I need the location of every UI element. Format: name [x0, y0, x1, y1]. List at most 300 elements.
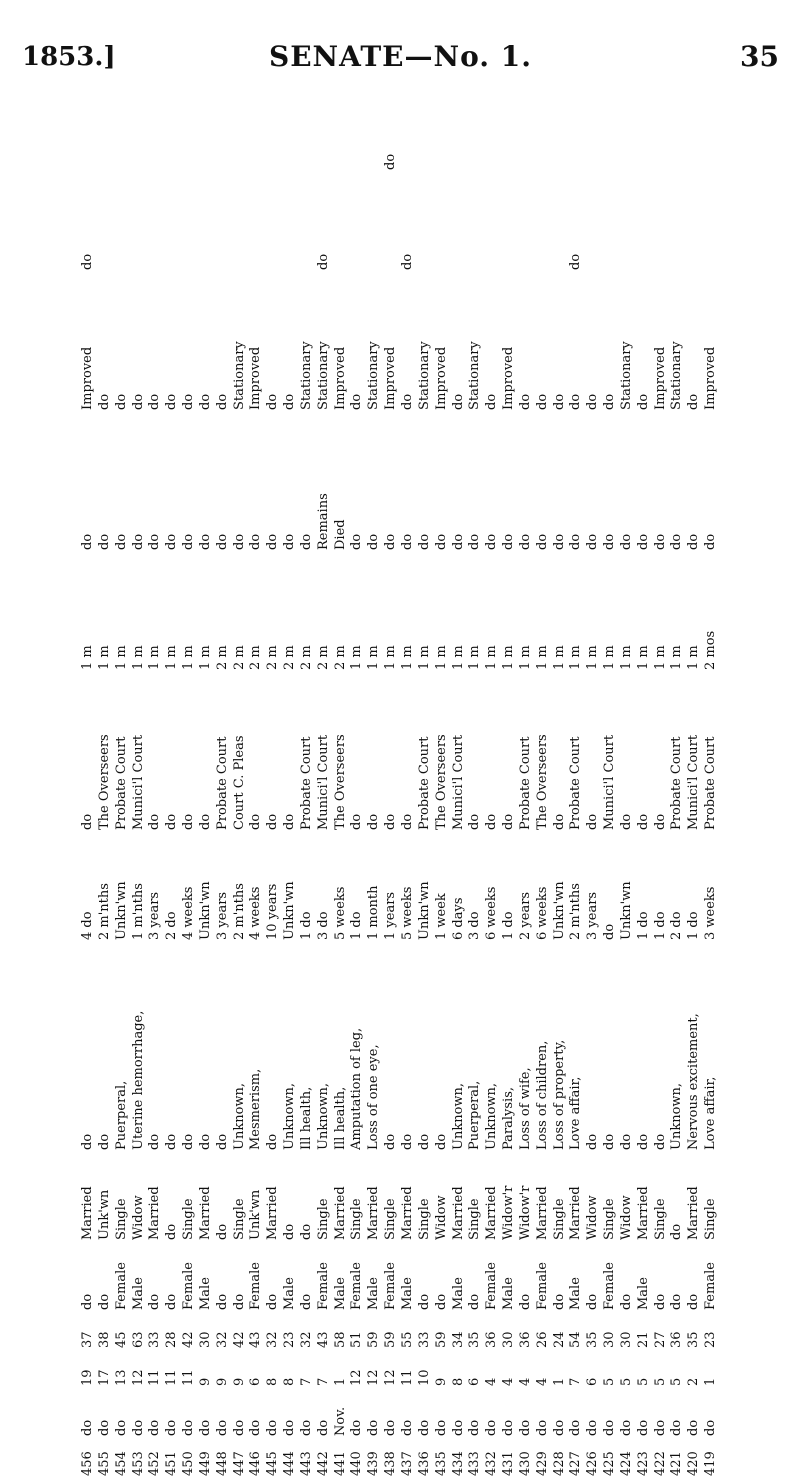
- cell-date: do: [484, 1419, 500, 1436]
- cell-date: do: [248, 1419, 264, 1436]
- cell-from: Probate Court: [298, 736, 314, 830]
- cell-cond: Improved: [501, 346, 517, 410]
- cell-res: do: [484, 533, 500, 550]
- cell-b: 23: [703, 1331, 719, 1348]
- cell-dur: 2 m'nths: [568, 883, 584, 940]
- cell-dur: 4 weeks: [181, 886, 197, 940]
- cell-cause: Unknown,: [282, 1082, 298, 1150]
- cell-civil: Married: [265, 1186, 281, 1240]
- cell-dur: 6 weeks: [534, 886, 550, 940]
- cell-civil: Single: [383, 1198, 399, 1240]
- cell-time: 1 m: [602, 645, 618, 670]
- cell-cond: do: [551, 393, 567, 410]
- cell-cond: do: [130, 393, 146, 410]
- cell-cond: do: [450, 393, 466, 410]
- cell-a: 1: [332, 1377, 348, 1386]
- cell-cause: Unknown,: [484, 1082, 500, 1150]
- cell-her: do: [80, 253, 95, 270]
- cell-date: do: [686, 1419, 702, 1436]
- cell-a: 2: [686, 1377, 702, 1386]
- cell-from: do: [400, 813, 415, 830]
- table-row: [619, 98, 635, 1476]
- cell-b: 59: [366, 1331, 382, 1348]
- cell-res: do: [164, 533, 180, 550]
- cell-a: 19: [80, 1369, 95, 1386]
- cell-from: do: [484, 813, 500, 830]
- cell-cause: Love affair,: [703, 1076, 719, 1150]
- cell-a: 12: [383, 1369, 399, 1386]
- cell-date: do: [80, 1419, 95, 1436]
- cell-b: 30: [618, 1331, 634, 1348]
- cell-dur: 1 do: [635, 911, 651, 940]
- cell-idx: 432: [484, 1451, 500, 1476]
- cell-from: do: [282, 813, 298, 830]
- cell-a: 9: [433, 1377, 449, 1386]
- cell-time: 1 m: [400, 645, 415, 670]
- cell-a: 9: [197, 1377, 213, 1386]
- cell-dur: 2 years: [517, 891, 533, 940]
- cell-res: do: [181, 533, 197, 550]
- cell-dur: 1 years: [383, 891, 399, 940]
- cell-idx: 449: [197, 1451, 213, 1476]
- cell-dur: 3 do: [315, 911, 331, 940]
- cell-civil: Married: [450, 1186, 466, 1240]
- cell-from: do: [197, 813, 213, 830]
- cell-res: Died: [332, 519, 348, 550]
- cell-idx: 452: [147, 1451, 163, 1476]
- cell-idx: 422: [652, 1451, 668, 1476]
- cell-her: do: [568, 253, 584, 270]
- cell-b: 43: [248, 1331, 264, 1348]
- cell-res: do: [467, 533, 483, 550]
- table-row: [164, 98, 180, 1476]
- cell-date: do: [96, 1419, 112, 1436]
- cell-sex: do: [96, 1293, 112, 1310]
- cell-res: do: [450, 533, 466, 550]
- cell-cond: do: [265, 393, 281, 410]
- table-row: [333, 98, 349, 1476]
- cell-idx: 423: [635, 1451, 651, 1476]
- cell-b: 23: [282, 1331, 298, 1348]
- cell-res: do: [282, 533, 298, 550]
- cell-idx: 441: [332, 1451, 348, 1476]
- cell-b: 24: [551, 1331, 567, 1348]
- table-row: [636, 98, 652, 1476]
- cell-date: do: [534, 1419, 550, 1436]
- table-row: [198, 98, 214, 1476]
- cell-b: 51: [349, 1331, 365, 1348]
- cell-idx: 446: [248, 1451, 264, 1476]
- cell-sex: Female: [113, 1262, 129, 1310]
- cell-cond: Stationary: [618, 341, 634, 410]
- cell-b: 36: [517, 1331, 533, 1348]
- cell-civil: Widow: [618, 1195, 634, 1240]
- table-row: [282, 98, 298, 1476]
- table-row: [265, 98, 281, 1476]
- cell-from: do: [366, 813, 382, 830]
- cell-sex: Male: [501, 1277, 517, 1310]
- cell-idx: 434: [450, 1451, 466, 1476]
- cell-b: 55: [400, 1331, 415, 1348]
- cell-a: 5: [652, 1377, 668, 1386]
- cell-cause: do: [652, 1133, 668, 1150]
- cell-a: 13: [113, 1369, 129, 1386]
- cell-sex: Male: [282, 1277, 298, 1310]
- cell-civil: Unk'wn: [96, 1189, 112, 1240]
- cell-from: do: [652, 813, 668, 830]
- cell-res: do: [113, 533, 129, 550]
- table-row: [686, 98, 702, 1476]
- table-row: [316, 98, 332, 1476]
- table-row: [80, 98, 96, 1476]
- cell-cause: do: [147, 1133, 163, 1150]
- cell-sex: Male: [197, 1277, 213, 1310]
- cell-sex: Male: [400, 1277, 415, 1310]
- cell-cond: do: [517, 393, 533, 410]
- cell-dur: Unkn'wn: [416, 881, 432, 940]
- cell-dur: 4 weeks: [248, 886, 264, 940]
- cell-from: do: [265, 813, 281, 830]
- cell-from: The Overseers: [96, 734, 112, 830]
- cell-time: 1 m: [181, 645, 197, 670]
- cell-idx: 435: [433, 1451, 449, 1476]
- cell-res: do: [635, 533, 651, 550]
- cell-her: do: [400, 253, 415, 270]
- cell-res: do: [416, 533, 432, 550]
- cell-idx: 440: [349, 1451, 365, 1476]
- cell-idx: 454: [113, 1451, 129, 1476]
- cell-cause: Loss of one eye,: [366, 1044, 382, 1150]
- table-row: [518, 98, 534, 1476]
- table-row: [653, 98, 669, 1476]
- cell-a: 6: [467, 1377, 483, 1386]
- cell-time: 1 m: [686, 645, 702, 670]
- table-row: [484, 98, 500, 1476]
- cell-dur: Unkn'wn: [551, 881, 567, 940]
- table-row: [131, 98, 147, 1476]
- cell-a: 8: [450, 1377, 466, 1386]
- cell-a: 8: [282, 1377, 298, 1386]
- cell-time: 1 m: [130, 645, 146, 670]
- table-row: [97, 98, 113, 1476]
- cell-time: 1 m: [197, 645, 213, 670]
- cell-cause: Loss of children,: [534, 1040, 550, 1150]
- cell-a: 7: [315, 1377, 331, 1386]
- cell-cause: Nervous excitement,: [686, 1013, 702, 1150]
- cell-time: 1 m: [383, 645, 399, 670]
- cell-civil: Single: [703, 1198, 719, 1240]
- table-row: [585, 98, 601, 1476]
- cell-cause: Puerperal,: [113, 1080, 129, 1150]
- cell-a: 1: [551, 1377, 567, 1386]
- page-number: 35: [740, 40, 779, 73]
- cell-b: 42: [181, 1331, 197, 1348]
- cell-time: 1 m: [585, 645, 601, 670]
- cell-cond: do: [113, 393, 129, 410]
- cell-idx: 438: [383, 1451, 399, 1476]
- table-row: [147, 98, 163, 1476]
- cell-a: 4: [534, 1377, 550, 1386]
- cell-time: 1 m: [147, 645, 163, 670]
- cell-date: do: [383, 1419, 399, 1436]
- cell-idx: 421: [669, 1451, 685, 1476]
- cell-cond: Stationary: [366, 341, 382, 410]
- cell-res: do: [568, 533, 584, 550]
- cell-res: do: [501, 533, 517, 550]
- cell-b: 27: [652, 1331, 668, 1348]
- cell-cause: Love affair,: [568, 1076, 584, 1150]
- cell-b: 59: [433, 1331, 449, 1348]
- cell-sex: do: [164, 1293, 180, 1310]
- cell-from: do: [383, 813, 399, 830]
- cell-dur: 1 do: [686, 911, 702, 940]
- cell-time: 2 m: [248, 645, 264, 670]
- cell-date: do: [585, 1419, 601, 1436]
- cell-cond: Improved: [248, 346, 264, 410]
- cell-idx: 429: [534, 1451, 550, 1476]
- cell-civil: Single: [467, 1198, 483, 1240]
- cell-a: 12: [130, 1369, 146, 1386]
- cell-idx: 437: [400, 1451, 415, 1476]
- cell-sex: Male: [635, 1277, 651, 1310]
- cell-sex: Female: [484, 1262, 500, 1310]
- cell-a: 9: [231, 1377, 247, 1386]
- cell-dur: Unkn'wn: [282, 881, 298, 940]
- cell-time: 2 m: [231, 645, 247, 670]
- cell-res: do: [265, 533, 281, 550]
- cell-date: do: [315, 1419, 331, 1436]
- cell-cond: do: [197, 393, 213, 410]
- cell-dur: 1 month: [366, 885, 382, 940]
- cell-idx: 451: [164, 1451, 180, 1476]
- cell-civil: Married: [568, 1186, 584, 1240]
- cell-date: do: [147, 1419, 163, 1436]
- cell-date: do: [501, 1419, 517, 1436]
- cell-cond: do: [568, 393, 584, 410]
- cell-b: 45: [113, 1331, 129, 1348]
- cell-from: Munici'l Court: [686, 734, 702, 830]
- cell-cond: do: [686, 393, 702, 410]
- cell-cause: Puerperal,: [467, 1080, 483, 1150]
- cell-b: 21: [635, 1331, 651, 1348]
- cell-cond: do: [282, 393, 298, 410]
- cell-date: do: [130, 1419, 146, 1436]
- cell-civil: Single: [602, 1198, 618, 1240]
- cell-date: do: [602, 1419, 618, 1436]
- cell-cond: do: [214, 393, 230, 410]
- cell-res: do: [686, 533, 702, 550]
- cell-cond: do: [534, 393, 550, 410]
- year-label: 1853.]: [22, 42, 116, 72]
- cell-date: do: [265, 1419, 281, 1436]
- cell-from: Court C. Pleas: [231, 735, 247, 830]
- cell-cause: do: [433, 1133, 449, 1150]
- cell-dur: 1 do: [349, 911, 365, 940]
- cell-time: 2 mos: [703, 630, 719, 670]
- cell-from: Probate Court: [568, 736, 584, 830]
- cell-res: Remains: [315, 493, 331, 550]
- cell-date: do: [517, 1419, 533, 1436]
- cell-civil: Married: [80, 1186, 95, 1240]
- cell-from: Probate Court: [703, 736, 719, 830]
- cell-her: do: [315, 253, 331, 270]
- cell-sex: Female: [703, 1262, 719, 1310]
- cell-b: 33: [416, 1331, 432, 1348]
- cell-civil: Married: [197, 1186, 213, 1240]
- cell-sex: Female: [383, 1262, 399, 1310]
- cell-time: 1 m: [517, 645, 533, 670]
- cell-civil: Unk'wn: [248, 1189, 264, 1240]
- cell-date: do: [568, 1419, 584, 1436]
- cell-a: 12: [366, 1369, 382, 1386]
- cell-dur: 2 m'nths: [231, 883, 247, 940]
- cell-b: 32: [265, 1331, 281, 1348]
- cell-idx: 442: [315, 1451, 331, 1476]
- cell-civil: Single: [231, 1198, 247, 1240]
- cell-idx: 427: [568, 1451, 584, 1476]
- cell-sex: Female: [181, 1262, 197, 1310]
- cell-cond: Improved: [383, 346, 399, 410]
- cell-date: do: [433, 1419, 449, 1436]
- cell-cond: Improved: [703, 346, 719, 410]
- cell-a: 4: [517, 1377, 533, 1386]
- cell-time: 1 m: [568, 645, 584, 670]
- cell-time: 1 m: [501, 645, 517, 670]
- cell-date: do: [214, 1419, 230, 1436]
- cell-res: do: [214, 533, 230, 550]
- cell-time: 2 m: [265, 645, 281, 670]
- cell-sex: do: [652, 1293, 668, 1310]
- table-row: [400, 98, 416, 1476]
- cell-idx: 450: [181, 1451, 197, 1476]
- cell-dur: 5 weeks: [332, 886, 348, 940]
- cell-idx: 428: [551, 1451, 567, 1476]
- cell-b: 35: [585, 1331, 601, 1348]
- cell-a: 5: [669, 1377, 685, 1386]
- cell-a: 4: [501, 1377, 517, 1386]
- cell-cause: do: [197, 1133, 213, 1150]
- cell-from: Munici'l Court: [450, 734, 466, 830]
- cell-res: do: [703, 533, 719, 550]
- cell-dur: 6 days: [450, 897, 466, 940]
- cell-date: do: [231, 1419, 247, 1436]
- cell-from: Probate Court: [214, 736, 230, 830]
- cell-date: do: [282, 1419, 298, 1436]
- cell-date: do: [113, 1419, 129, 1436]
- cell-date: do: [618, 1419, 634, 1436]
- cell-time: 2 m: [214, 645, 230, 670]
- cell-dur: do: [602, 923, 618, 940]
- cell-dur: 10 years: [265, 883, 281, 940]
- cell-cond: Stationary: [416, 341, 432, 410]
- cell-from: do: [164, 813, 180, 830]
- cell-b: 32: [298, 1331, 314, 1348]
- cell-dur: 1 week: [433, 893, 449, 940]
- table-row: [181, 98, 197, 1476]
- cell-date: do: [652, 1419, 668, 1436]
- cell-cause: do: [635, 1133, 651, 1150]
- cell-civil: do: [298, 1223, 314, 1240]
- cell-date: do: [366, 1419, 382, 1436]
- cell-a: 1: [703, 1377, 719, 1386]
- cell-a: 5: [618, 1377, 634, 1386]
- cell-res: do: [366, 533, 382, 550]
- cell-date: do: [181, 1419, 197, 1436]
- cell-cond: Improved: [652, 346, 668, 410]
- cell-b: 30: [602, 1331, 618, 1348]
- cell-cond: Improved: [80, 346, 95, 410]
- cell-b: 35: [686, 1331, 702, 1348]
- cell-res: do: [602, 533, 618, 550]
- cell-sex: Female: [349, 1262, 365, 1310]
- cell-cause: Amputation of leg,: [349, 1027, 365, 1150]
- cell-from: Munici'l Court: [130, 734, 146, 830]
- cell-cause: Loss of property,: [551, 1039, 567, 1150]
- cell-a: 6: [248, 1377, 264, 1386]
- cell-dur: 2 do: [164, 911, 180, 940]
- cell-from: The Overseers: [433, 734, 449, 830]
- cell-dur: 1 do: [298, 911, 314, 940]
- cell-cond: do: [349, 393, 365, 410]
- cell-b: 54: [568, 1331, 584, 1348]
- table-row: [501, 98, 517, 1476]
- cell-date: do: [400, 1419, 415, 1436]
- cell-b: 38: [96, 1331, 112, 1348]
- cell-from: do: [248, 813, 264, 830]
- cell-sex: Male: [130, 1277, 146, 1310]
- cell-idx: 444: [282, 1451, 298, 1476]
- cell-idx: 425: [602, 1451, 618, 1476]
- cell-res: do: [652, 533, 668, 550]
- cell-res: do: [349, 533, 365, 550]
- cell-dur: 3 years: [147, 891, 163, 940]
- cell-cause: do: [164, 1133, 180, 1150]
- cell-dur: 1 m'nths: [130, 883, 146, 940]
- cell-cond: Stationary: [467, 341, 483, 410]
- cell-sex: Female: [315, 1262, 331, 1310]
- cell-cond: Stationary: [298, 341, 314, 410]
- cell-civil: do: [282, 1223, 298, 1240]
- cell-res: do: [197, 533, 213, 550]
- cell-time: 2 m: [315, 645, 331, 670]
- table-row: [248, 98, 264, 1476]
- cell-res: do: [669, 533, 685, 550]
- cell-dur: 5 weeks: [400, 886, 415, 940]
- table-row: [215, 98, 231, 1476]
- cell-cause: do: [400, 1133, 415, 1150]
- cell-cause: do: [214, 1133, 230, 1150]
- cell-cond: do: [484, 393, 500, 410]
- cell-cause: do: [80, 1133, 95, 1150]
- cell-from: do: [635, 813, 651, 830]
- cell-res: do: [231, 533, 247, 550]
- cell-time: 1 m: [96, 645, 112, 670]
- cell-b: 30: [197, 1331, 213, 1348]
- cell-res: do: [517, 533, 533, 550]
- cell-res: do: [433, 533, 449, 550]
- cell-sex: do: [669, 1293, 685, 1310]
- cell-cause: Ill health,: [298, 1086, 314, 1150]
- cell-civil: Married: [366, 1186, 382, 1240]
- table-row: [552, 98, 568, 1476]
- table-row: [703, 98, 719, 1476]
- cell-civil: Married: [484, 1186, 500, 1240]
- cell-date: do: [703, 1419, 719, 1436]
- cell-per: do: [383, 153, 399, 170]
- cell-b: 58: [332, 1331, 348, 1348]
- cell-civil: do: [164, 1223, 180, 1240]
- cell-civil: Single: [416, 1198, 432, 1240]
